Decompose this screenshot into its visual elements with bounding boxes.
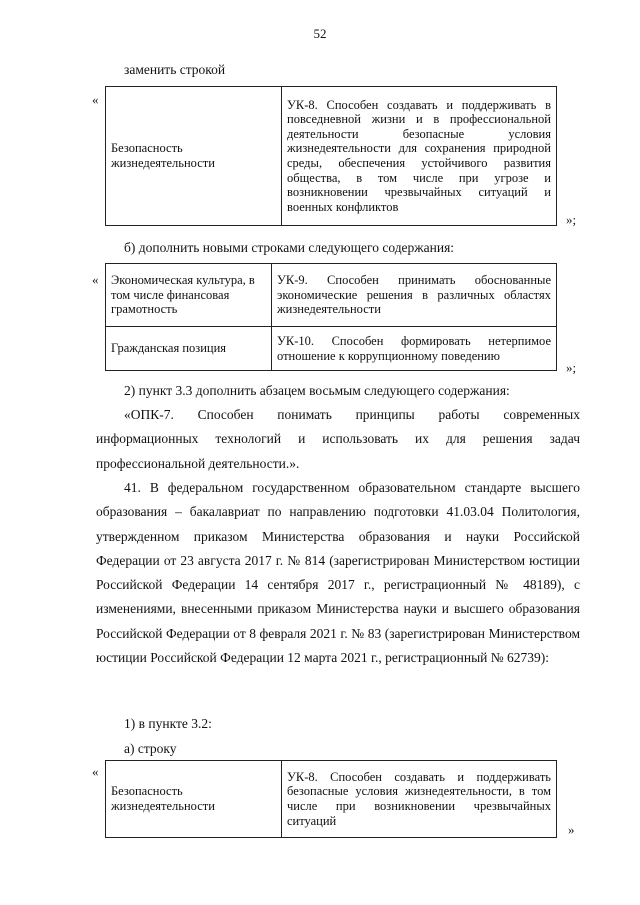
paragraph-opk-7: «ОПК-7. Способен понимать принципы работы современных информационных технологий и использовать их для решения задач профессиональной деятельности.». <box>96 407 580 471</box>
open-quote: « <box>92 92 99 107</box>
instruction-add-rows: б) дополнить новыми строками следующего содержания: <box>124 240 455 255</box>
open-quote: « <box>92 272 99 287</box>
close-quote: »; <box>566 360 577 375</box>
instruction-replace: заменить строкой <box>124 62 226 77</box>
competency-cell: УК-10. Способен формировать нетерпимое отношение к коррупционному поведению <box>272 327 557 371</box>
competency-cell: УК-8. Способен создавать и поддерживать безопасные условия жизнедеятельности, в том числе при возникновении чрезвычайных ситуаций <box>282 761 557 838</box>
discipline-cell: Экономическая культура, в том числе финансовая грамотность <box>106 264 272 327</box>
close-quote: »; <box>566 212 577 227</box>
discipline-cell: Безопасность жизнедеятельности <box>106 87 282 226</box>
table-row <box>106 264 557 327</box>
discipline-cell: Безопасность жизнедеятельности <box>106 761 282 838</box>
table-row <box>106 761 557 838</box>
competency-cell: УК-8. Способен создавать и поддерживать в повседневной жизни и в профессиональной деятельности безопасные условия жизнедеятельности для сохранения природной среды, обеспечения устойчивого развития общества, в том числе при угрозе и возникновении чрезвычайных ситуаций и военных конфликтов <box>282 87 557 226</box>
competency-table-3 <box>105 760 557 838</box>
competency-cell: УК-9. Способен принимать обоснованные экономические решения в различных областях жизнедеятельности <box>272 264 557 327</box>
competency-table-1 <box>105 86 557 226</box>
subitem-point-3-2: 1) в пункте 3.2: <box>124 716 212 731</box>
table-row <box>106 327 557 371</box>
table-row <box>106 87 557 226</box>
paragraph-point-2: 2) пункт 3.3 дополнить абзацем восьмым следующего содержания: <box>124 383 510 398</box>
competency-table-2 <box>105 263 557 371</box>
page-number: 52 <box>313 26 327 41</box>
open-quote: « <box>92 764 99 779</box>
paragraph-item-41: 41. В федеральном государственном образовательном стандарте высшего образования – бакалавриат по направлению подготовки 41.03.04 Политология, утвержденном приказом Министерства образования и науки Российской Федерации от 23 августа 2017 г. № 814 (зарегистрирован Министерством юстиции Российской Федерации 14 сентября 2017 г., регистрационный № 48189), с изменениями, внесенными приказом Министерства науки и высшего образования Российской Федерации от 8 февраля 2021 г. № 83 (зарегистрирован Министерством юстиции Российской Федерации 12 марта 2021 г., регистрационный № 62739): <box>96 480 580 666</box>
subitem-row: а) строку <box>124 741 177 756</box>
close-quote: » <box>568 822 575 837</box>
discipline-cell: Гражданская позиция <box>106 327 272 371</box>
